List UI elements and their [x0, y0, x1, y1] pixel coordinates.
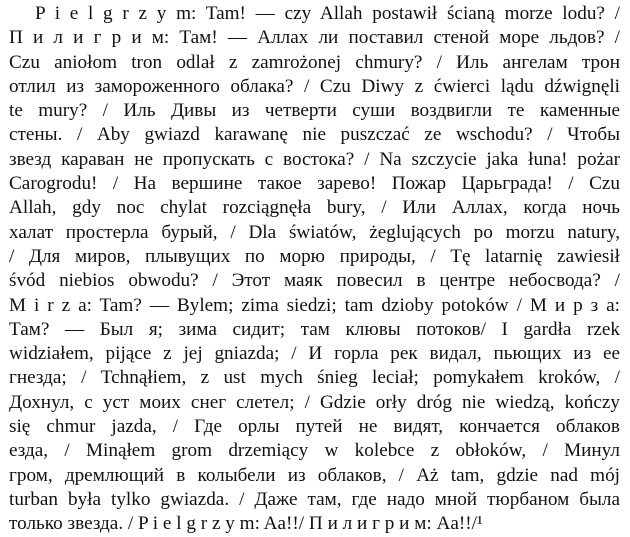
- text-line: widziałem, pijące z jej gniazda; / И горла рек видал, пьющих из ее: [9, 343, 620, 365]
- text-line: te mury? / Иль Дивы из четверти суши воздвигли те каменные: [9, 100, 620, 122]
- text-line: только звезда. / P i e l g r z y m: Aa!!/ П и л и г р и м: Aa!!/¹: [9, 513, 483, 535]
- text-line: Там? — Был я; зима сидит; там клювы потоков/ I gardła rzek: [9, 318, 620, 340]
- text-line: P i e l g r z y m: Tam! — czy Allah postawił ścianą morze lodu? /: [35, 3, 620, 24]
- text-line: звезд караван не пропускать с востока? / Na szczycie jaka łuna! pożar: [9, 148, 620, 170]
- text-line: Дохнул, с уст моих снег слетел; / Gdzie orły dróg nie wiedzą, kończy: [9, 391, 620, 413]
- text-line: стены. / Aby gwiazd karawanę nie puszczać ze wschodu? / Чтобы: [9, 124, 620, 146]
- text-line: / Для миров, плывущих по морю природы, / Tę latarnię zawiesił: [9, 245, 620, 267]
- text-line: się chmur jazda, / Где орлы путей не видят, кончается облаков: [9, 416, 620, 438]
- text-line: гнезда; / Tchnąłiem, z ust mych śnieg leciał; pomykałem kroków, /: [9, 367, 620, 389]
- text-line: Czu aniołom tron odlał z zamrożonej chmury? / Иль ангелам трон: [9, 51, 620, 73]
- text-line: Allah, gdy noc chylat rozciągnęła bury, / Или Аллах, когда ночь: [9, 197, 620, 219]
- text-line: езда, / Minąłem grom drzemiący w kolebce z obłoków, / Минул: [9, 440, 620, 462]
- text-line: śvód niebios obwodu? / Этот маяк повесил в центре небосвода? /: [9, 270, 620, 292]
- text-line: turban była tylko gwiazda. / Даже там, где надо мной тюрбаном была: [9, 488, 620, 510]
- poem-passage: [9, 2, 620, 537]
- text-line: халат простерла бурый, / Dla światów, żeglujących po morzu natury,: [9, 221, 620, 243]
- text-line: П и л и г р и м: Там! — Аллах ли поставил стеной море льдов? /: [9, 27, 620, 49]
- text-line: M i r z a: Tam? — Bylem; zima siedzi; tam dzioby potoków / М и р з а:: [9, 294, 620, 316]
- text-line: гром, дремлющий в колыбели из облаков, / Aż tam, gdzie nad mój: [9, 464, 620, 486]
- text-line: Carogrodu! / На вершине такое зарево! Пожар Царьграда! / Czu: [9, 173, 620, 195]
- text-line: отлил из замороженного облака? / Czu Diwy z ćwierci lądu dźwignęli: [9, 75, 620, 97]
